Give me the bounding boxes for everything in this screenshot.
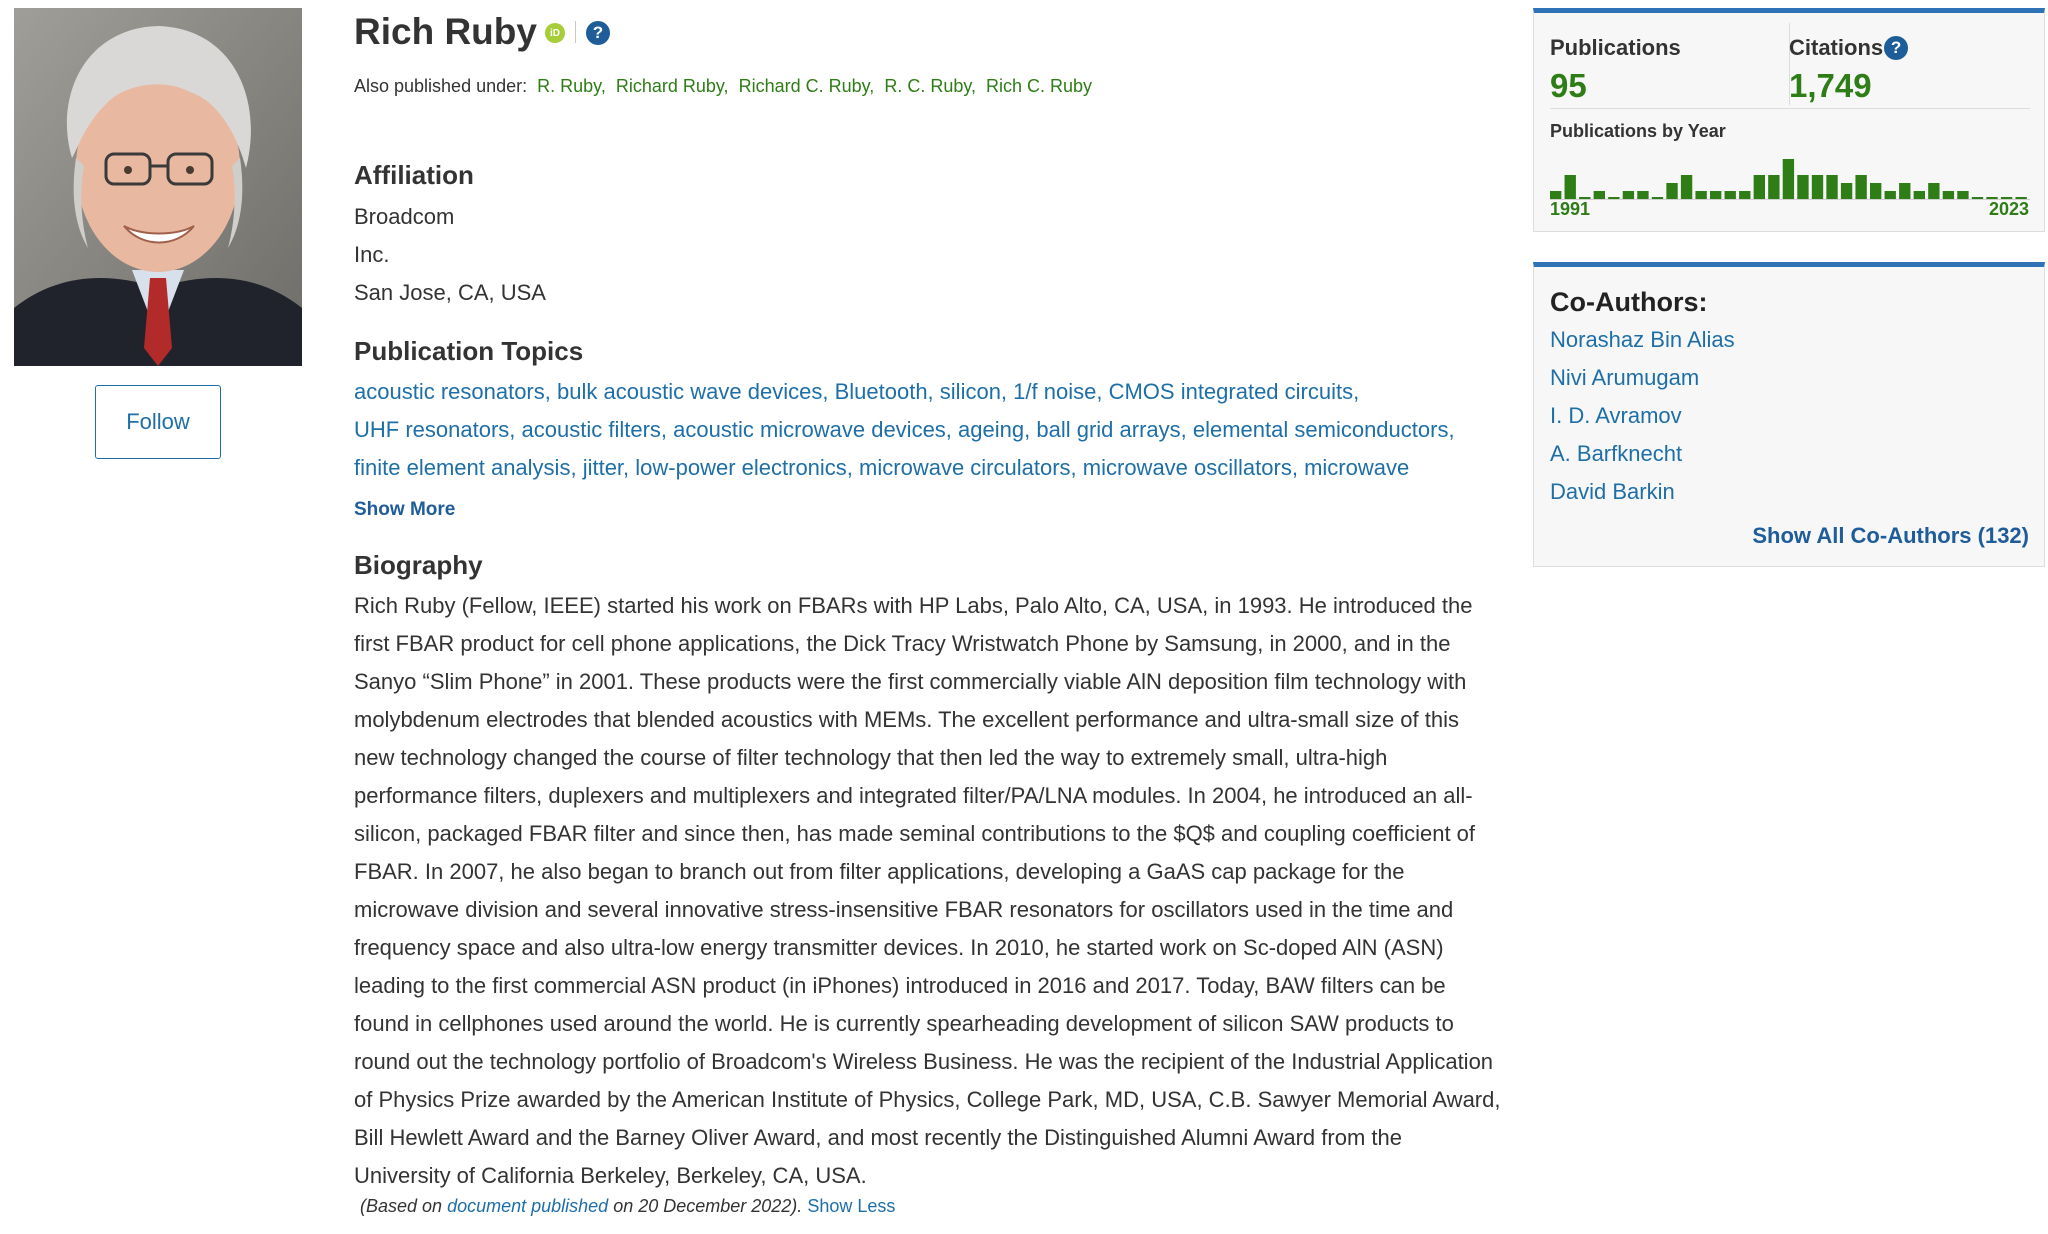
- year-bar[interactable]: [1914, 191, 1925, 199]
- publications-stat: [1550, 35, 1681, 105]
- author-metrics-card: [1533, 8, 2045, 232]
- topic-link[interactable]: ageing,: [958, 417, 1031, 442]
- citations-label: Citations: [1789, 35, 1884, 60]
- author-header: [354, 8, 610, 56]
- year-bar[interactable]: [1797, 175, 1808, 199]
- topic-link[interactable]: microwave: [1304, 455, 1410, 480]
- topic-link[interactable]: CMOS integrated circuits,: [1108, 379, 1360, 404]
- coauthor-link[interactable]: David Barkin: [1550, 479, 1675, 504]
- biography-text: Rich Ruby (Fellow, IEEE) started his work on FBARs with HP Labs, Palo Alto, CA, USA, in 1993. He introduced the first FBAR product for cell phone applications, the Dick Tracy Wristwatch Phone by Samsung, in 2000, and in the Sanyo “Slim Phone” in 2001. These products were the first commercially viable AlN deposition film technology with molybdenum electrodes that blended acoustics with MEMs. The excellent performance and ultra-small size of this new technology changed the course of filter technology that then led the way to extremely small, ultra-high performance filters, duplexers and multiplexers and integrated filter/PA/LNA modules. In 2004, he introduced an all-silicon, packaged FBAR filter and since then, has made seminal contributions to the $Q$ and coupling coefficient of FBAR. In 2007, he also began to branch out from filter applications, developing a GaAS cap package for the microwave division and several innovative stress-insensitive FBAR resonators for oscillators used in the time and frequency space and also ultra-low energy transmitter devices. In 2010, he started work on Sc-doped AlN (ASN) leading to the first commercial ASN product (in iPhones) introduced in 2016 and 2017. Today, BAW filters can be found in cellphones used around the world. He is currently spearheading development of silicon SAW products to round out the technology portfolio of Broadcom's Wireless Business. He was the recipient of the Industrial Application of Physics Prize awarded by the American Institute of Physics, College Park, MD, USA, C.B. Sawyer Memorial Award, Bill Hewlett Award and the Barney Oliver Award, and most recently the Distinguished Alumni Award from the University of California Berkeley, Berkeley, CA, USA.: [354, 593, 1501, 1188]
- also-published-label: Also published under:: [354, 76, 528, 96]
- topic-link[interactable]: 1/f noise,: [1013, 379, 1103, 404]
- year-bar[interactable]: [1826, 175, 1837, 199]
- year-bar[interactable]: [1710, 191, 1721, 199]
- coauthors-heading: Co-Authors:: [1550, 287, 1708, 317]
- year-bar[interactable]: [1855, 175, 1866, 199]
- affiliation-line: San Jose, CA, USA: [354, 280, 546, 305]
- source-document-link[interactable]: document published: [447, 1196, 609, 1216]
- coauthor-link[interactable]: A. Barfknecht: [1550, 441, 1683, 466]
- topic-link[interactable]: bulk acoustic wave devices,: [557, 379, 829, 404]
- topic-link[interactable]: silicon,: [939, 379, 1008, 404]
- topic-link[interactable]: low-power electronics,: [635, 455, 853, 480]
- topic-link[interactable]: microwave circulators,: [859, 455, 1077, 480]
- year-bar[interactable]: [1768, 175, 1779, 199]
- affiliation-heading: Affiliation: [354, 160, 474, 190]
- topic-link[interactable]: acoustic resonators,: [354, 379, 551, 404]
- source-note-suffix: on 20 December 2022).: [608, 1196, 803, 1216]
- coauthor-link[interactable]: Nivi Arumugam: [1550, 365, 1700, 390]
- year-bar[interactable]: [1681, 175, 1692, 199]
- citations-count[interactable]: 1,749: [1789, 67, 1872, 104]
- year-bar[interactable]: [1550, 191, 1561, 199]
- alias-link[interactable]: Richard Ruby,: [615, 76, 729, 96]
- biography-source-note: [360, 1196, 895, 1217]
- affiliation-line: Broadcom: [354, 204, 455, 229]
- year-bar[interactable]: [1754, 175, 1765, 199]
- year-bar[interactable]: [1885, 191, 1896, 199]
- year-bar[interactable]: [1870, 183, 1881, 199]
- citations-stat: [1789, 35, 1908, 105]
- coauthor-link[interactable]: Norashaz Bin Alias: [1550, 327, 1735, 352]
- year-bar[interactable]: [1652, 197, 1663, 199]
- show-all-coauthors-link[interactable]: Show All Co-Authors (132): [1752, 523, 2029, 548]
- year-bar[interactable]: [1899, 183, 1910, 199]
- citations-help-icon[interactable]: ?: [1884, 36, 1908, 60]
- also-published-under: [354, 76, 1092, 97]
- author-portrait-image: [14, 8, 302, 366]
- year-bar[interactable]: [1666, 183, 1677, 199]
- topic-link[interactable]: acoustic microwave devices,: [673, 417, 952, 442]
- year-bar[interactable]: [1725, 191, 1736, 199]
- year-bar[interactable]: [1623, 191, 1634, 199]
- alias-link[interactable]: Rich C. Ruby: [986, 76, 1093, 96]
- year-bar[interactable]: [1565, 175, 1576, 199]
- alias-link[interactable]: R. C. Ruby,: [884, 76, 976, 96]
- alias-link[interactable]: R. Ruby,: [537, 76, 606, 96]
- topic-link[interactable]: acoustic filters,: [521, 417, 668, 442]
- alias-link[interactable]: Richard C. Ruby,: [738, 76, 875, 96]
- citations-label-row: [1789, 35, 1908, 61]
- year-bar[interactable]: [1783, 159, 1794, 199]
- topic-link[interactable]: microwave oscillators,: [1082, 455, 1298, 480]
- year-bar[interactable]: [1739, 191, 1750, 199]
- topic-link[interactable]: ball grid arrays,: [1036, 417, 1187, 442]
- topic-link[interactable]: jitter,: [582, 455, 630, 480]
- year-bar[interactable]: [1943, 191, 1954, 199]
- affiliation-line: Inc.: [354, 242, 390, 267]
- publication-topics-list: [354, 373, 1504, 487]
- year-bar[interactable]: [1608, 197, 1619, 199]
- year-bar[interactable]: [1594, 191, 1605, 199]
- publications-count[interactable]: 95: [1550, 67, 1587, 104]
- stats-divider-horizontal: [1550, 108, 2030, 109]
- orcid-icon[interactable]: iD: [545, 23, 565, 43]
- follow-button[interactable]: Follow: [95, 385, 221, 459]
- year-bar[interactable]: [1637, 191, 1648, 199]
- coauthor-list: [1550, 321, 1735, 511]
- author-photo: [14, 8, 302, 366]
- chart-start-year: 1991: [1550, 199, 1591, 219]
- topic-link[interactable]: elemental semiconductors,: [1192, 417, 1455, 442]
- year-bar[interactable]: [1972, 197, 1983, 199]
- publication-topics-heading: Publication Topics: [354, 336, 584, 366]
- topic-link[interactable]: finite element analysis,: [354, 455, 577, 480]
- year-bar[interactable]: [1957, 191, 1968, 199]
- year-bar[interactable]: [1928, 183, 1939, 199]
- help-icon[interactable]: ?: [586, 21, 610, 45]
- publications-by-year-chart: [1550, 147, 2030, 201]
- show-less-link[interactable]: Show Less: [807, 1196, 896, 1216]
- biography-heading: Biography: [354, 550, 483, 580]
- show-more-topics-link[interactable]: Show More: [354, 499, 456, 520]
- publications-by-year-title: Publications by Year: [1550, 121, 1726, 141]
- year-bar[interactable]: [1841, 183, 1852, 199]
- year-bar[interactable]: [1695, 191, 1706, 199]
- topic-link[interactable]: UHF resonators,: [354, 417, 516, 442]
- topic-link[interactable]: Bluetooth,: [834, 379, 934, 404]
- header-divider: [575, 21, 576, 43]
- publications-label: Publications: [1550, 35, 1681, 60]
- chart-end-year: 2023: [1988, 199, 2029, 219]
- author-name: Rich Ruby: [354, 11, 537, 52]
- affiliation-text: [354, 198, 546, 312]
- year-bar[interactable]: [1812, 175, 1823, 199]
- coauthors-card: [1533, 262, 2045, 567]
- source-note-prefix: (Based on: [360, 1196, 448, 1216]
- coauthor-link[interactable]: I. D. Avramov: [1550, 403, 1682, 428]
